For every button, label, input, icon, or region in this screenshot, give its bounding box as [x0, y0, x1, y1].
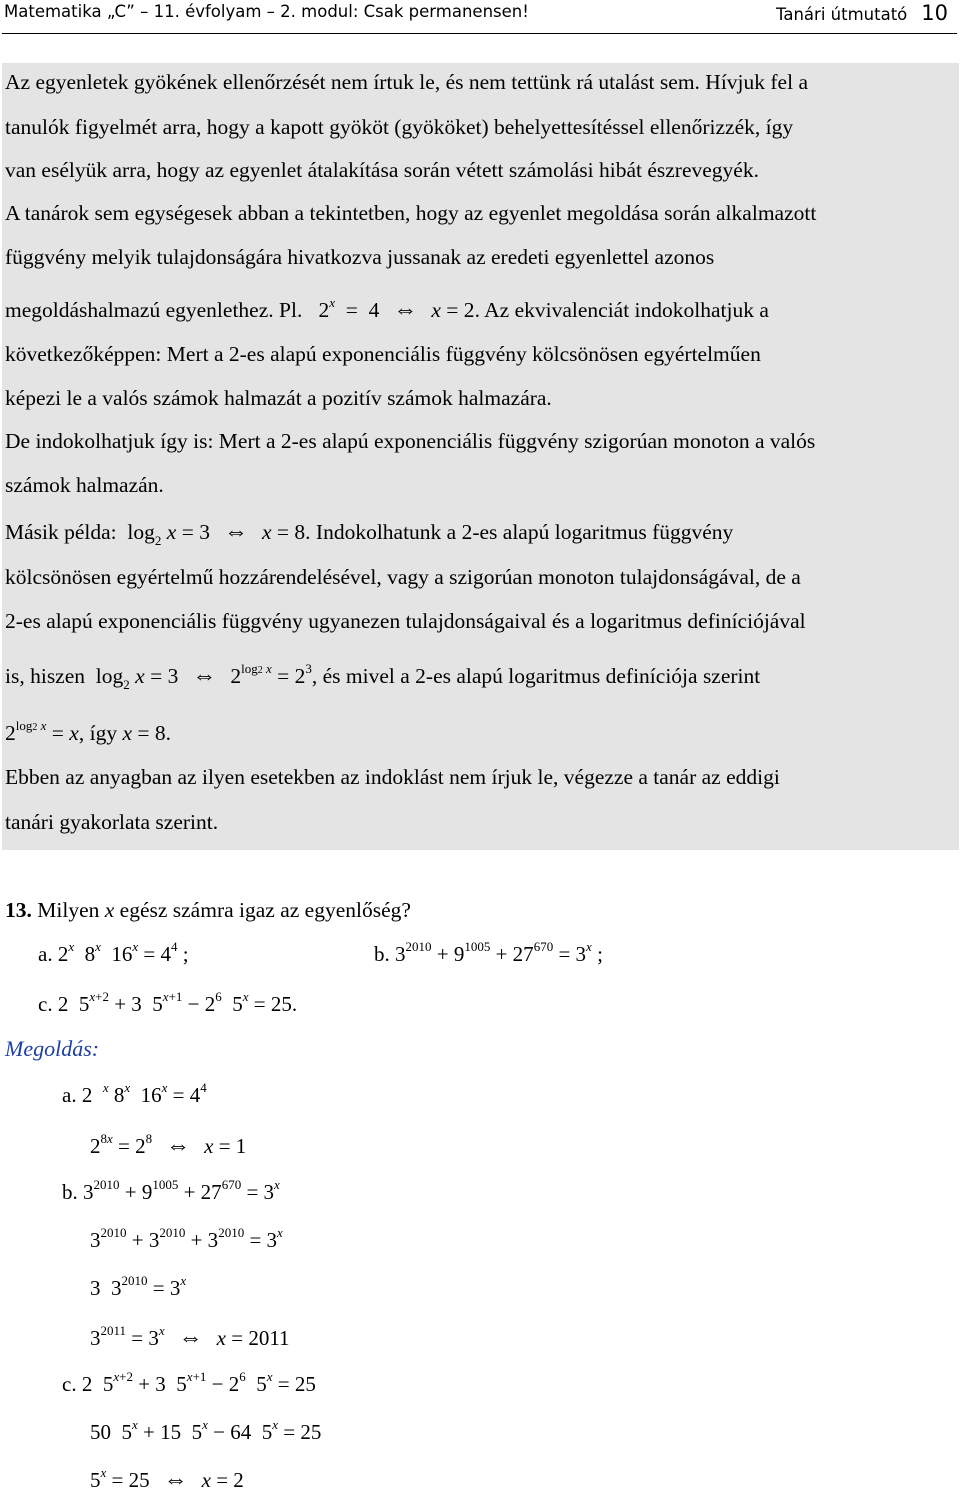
note-line-6 — [5, 295, 769, 323]
sol-c-line-2: 50 $5^x + 15$ $5^x - 64$ $5^x = 25$ — [90, 1417, 322, 1444]
task-b-label: b. — [374, 942, 390, 966]
note-line-11a: Másik példa: — [5, 520, 117, 544]
note-line-3: van esélyük arra, hogy az egyenlet átalakítása során vétett számolási hibát észrevegyék. — [5, 158, 759, 182]
note-line-12: kölcsönösen egyértelmű hozzárendelésével, vagy a szigorúan monoton tulajdonságával, de a — [5, 565, 801, 589]
header-title: Matematika „C” – 11. évfolyam – 2. modul: Csak permanensen! — [4, 2, 529, 21]
note-line-9: De indokolhatjuk így is: Mert a 2-es alapú exponenciális függvény szigorúan monoton a valós — [5, 429, 816, 453]
note-line-15 — [5, 718, 172, 745]
sol-b-line-4: $3^{2011} = 3^x$ ⇔ x = 2011 — [90, 1323, 290, 1351]
note-line-4: A tanárok sem egységesek abban a tekintetben, hogy az egyenlet megoldása során alkalmazott — [5, 201, 817, 225]
sol-a-line-1: a. 2 $^x$ 8$^x$ $16^x = 4^4$ — [62, 1080, 207, 1107]
note-line-13: 2-es alapú exponenciális függvény ugyanezen tulajdonságaival és a logaritmus definíciójával — [5, 609, 806, 633]
note-line-17: tanári gyakorlata szerint. — [5, 810, 219, 834]
task-question-a: Milyen — [37, 898, 100, 922]
note-line-5: függvény melyik tulajdonságára hivatkozva jussanak az eredeti egyenlettel azonos — [5, 245, 715, 269]
sol-c-label: c. — [62, 1372, 77, 1396]
sol-b-line-1: b. $3^{2010} + 9^{1005} + 27^{670} = 3^x$ — [62, 1177, 280, 1204]
page-header — [0, 0, 960, 28]
header-divider — [2, 33, 957, 34]
sol-b-line-2: $3^{2010} + 3^{2010} + 3^{2010} = 3^x$ — [90, 1225, 283, 1252]
note-line-7: következőképpen: Mert a 2-es alapú exponenciális függvény kölcsönösen egyértelműen — [5, 342, 761, 366]
sol-b-label: b. — [62, 1180, 78, 1204]
note-line-8: képezi le a valós számok halmazát a pozitív számok halmazára. — [5, 386, 552, 410]
task-question-b: egész számra igaz az egyenlőség? — [119, 898, 411, 922]
note-line-11b: . Indokolhatunk a 2-es alapú logaritmus függvény — [305, 520, 734, 544]
task-a-equation: 2$^x$ 8$^x$ $16^x = 4^4$ ; — [57, 939, 189, 966]
sol-a-line-2: $2^{8x} = 2^8$ ⇔ x = 1 — [90, 1131, 247, 1159]
sol-c-line-1: c. 2 $5^{x+2} + 3$ $5^{x+1} - 2^6$ $5^x = 25$ — [62, 1369, 316, 1396]
header-right — [776, 1, 948, 25]
note-line-1: Az egyenletek gyökének ellenőrzését nem írtuk le, és nem tettünk rá utalást sem. Hívjuk fel a — [5, 70, 808, 94]
note-line-16: Ebben az anyagban az ilyen esetekben az indoklást nem írjuk le, végezze a tanár az eddigi — [5, 765, 780, 789]
formula-log-identity: $2^{log2 x} = x$ — [5, 718, 79, 745]
task-c-equation: 2 $5^{x+2} + 3$ $5^{x+1} - 2^6$ $5^x = 25$. — [57, 989, 298, 1016]
task-c — [38, 989, 298, 1016]
task-b-equation: $3^{2010} + 9^{1005} + 27^{670} = 3^x$ ; — [395, 939, 603, 966]
note-line-14b: , és mivel a 2-es alapú logaritmus definíciója szerint — [311, 664, 761, 688]
header-guide-label: Tanári útmutató — [776, 5, 908, 24]
note-line-6b: . Az ekvivalenciát indokolhatjuk a — [474, 298, 769, 322]
task-a — [38, 939, 189, 966]
task-number: 13. — [5, 898, 32, 922]
note-line-14 — [5, 661, 761, 692]
sol-a-label: a. — [62, 1083, 77, 1107]
note-line-10: számok halmazán. — [5, 473, 164, 497]
formula-x-equals-8: x = 8. — [122, 721, 172, 745]
note-line-15a: , így — [78, 721, 118, 745]
task-a-label: a. — [38, 942, 53, 966]
sol-c-line-3: $5^x = 25$ ⇔ x = 2 — [90, 1465, 244, 1493]
task-c-label: c. — [38, 992, 53, 1016]
page-number: 10 — [921, 1, 948, 25]
sol-b-line-3: 3 $3^{2010} = 3^x$ — [90, 1273, 187, 1300]
note-line-14a: is, hiszen — [5, 664, 86, 688]
note-line-2: tanulók figyelmét arra, hogy a kapott gyököt (gyököket) behelyettesítéssel ellenőrizzék, így — [5, 115, 794, 139]
formula-exp-example: 2$^x$ = 4 ⇔ x = 2 — [307, 295, 475, 323]
task-b — [374, 939, 603, 966]
task-question — [5, 900, 411, 922]
formula-log-example: $\log_2 x = 3$ ⇔ x = 8 — [122, 519, 306, 548]
task-question-var: x — [104, 898, 115, 922]
note-line-6a: megoldáshalmazú egyenlethez. Pl. — [5, 298, 303, 322]
formula-log-definition: $\log_2 x = 3$ ⇔ $2^{log2 x} = 2^3$ — [90, 661, 312, 692]
note-line-11 — [5, 519, 734, 548]
solution-label: Megoldás: — [5, 1036, 100, 1061]
